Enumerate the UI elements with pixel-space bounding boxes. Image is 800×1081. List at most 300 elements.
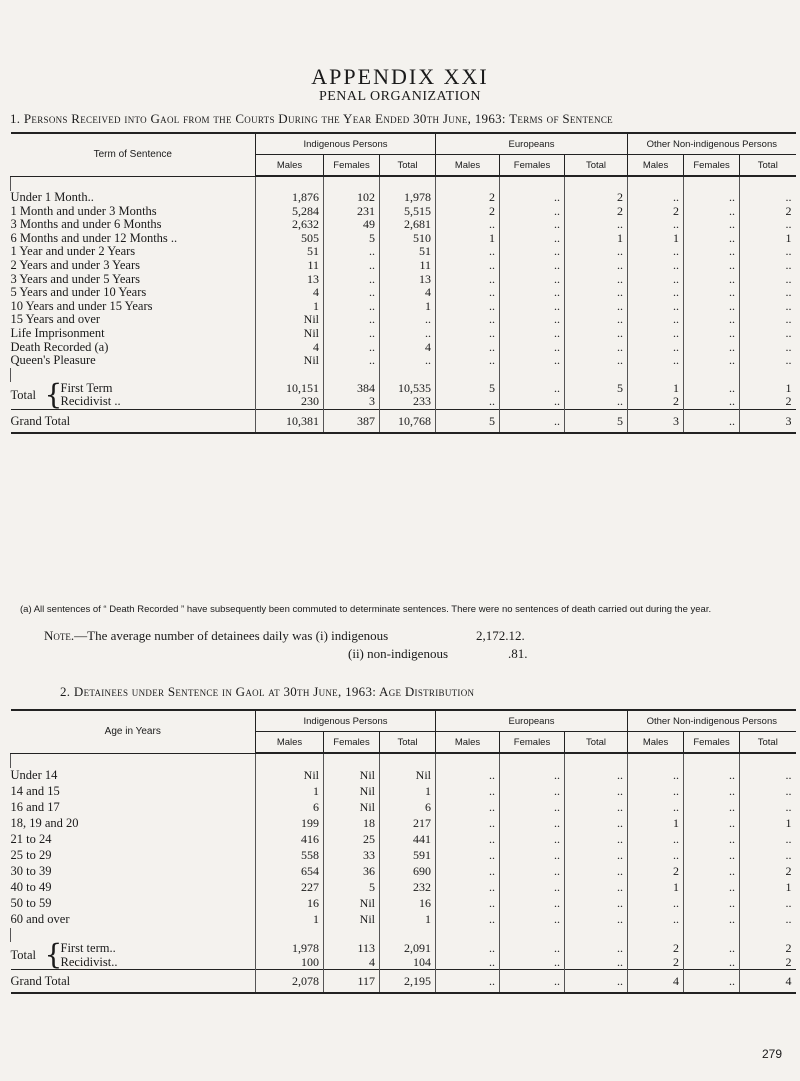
table-cell: 5,284 — [256, 205, 324, 219]
table-cell: .. — [684, 354, 740, 368]
table-cell: .. — [684, 896, 740, 912]
table-cell: .. — [740, 784, 796, 800]
note-value-non-indigenous: .81. — [508, 646, 528, 661]
table-cell: .. — [436, 912, 500, 928]
table-cell: 4 — [380, 341, 436, 355]
table-cell: .. — [565, 956, 628, 970]
table-cell: 232 — [380, 880, 436, 896]
spacer-cell — [500, 368, 565, 382]
row-label — [11, 259, 256, 273]
row-header: Age in Years — [11, 710, 256, 753]
table-cell: .. — [565, 942, 628, 956]
column-header: Total — [565, 155, 628, 177]
row-label-text: Life Imprisonment — [10, 325, 105, 340]
table-cell: 104 — [380, 956, 436, 970]
table-row — [11, 832, 796, 848]
table-row — [11, 800, 796, 816]
table-cell: .. — [380, 327, 436, 341]
table-cell: .. — [684, 286, 740, 300]
table-cell: 16 — [256, 896, 324, 912]
table-cell: 5 — [436, 409, 500, 433]
table-cell: .. — [628, 191, 684, 205]
table-cell: .. — [565, 327, 628, 341]
table-cell: .. — [740, 191, 796, 205]
table-cell: 558 — [256, 848, 324, 864]
column-header: Females — [324, 732, 380, 754]
table-cell: 5 — [565, 382, 628, 396]
table-cell: Nil — [256, 313, 324, 327]
table-row — [11, 354, 796, 368]
table-cell: .. — [565, 848, 628, 864]
row-label-text: 2 Years and under 3 Years — [10, 257, 141, 272]
note-line-non-indigenous: (ii) non-indigenous — [348, 646, 449, 661]
table-cell: 1 — [628, 232, 684, 246]
table-cell: .. — [324, 259, 380, 273]
row-label-text: 18, 19 and 20 — [10, 816, 79, 831]
table-cell: .. — [684, 784, 740, 800]
total-word: Total — [10, 948, 37, 962]
total-sub-label: Recidivist.. — [60, 954, 118, 969]
table-cell: .. — [500, 880, 565, 896]
table-cell: 231 — [324, 205, 380, 219]
table-cell: 5 — [436, 382, 500, 396]
table-cell: 1 — [256, 784, 324, 800]
table-cell: 1,978 — [256, 942, 324, 956]
group-header: Indigenous Persons — [256, 133, 436, 155]
column-header: Females — [684, 155, 740, 177]
footnote: (a) All sentences of “ Death Recorded ” have subsequently been commuted to determinate sentences. There were no sentences of death carried out during the year. — [20, 604, 712, 615]
total-row-label — [11, 395, 256, 409]
table-row — [11, 912, 796, 928]
row-label — [11, 832, 256, 848]
table-cell: .. — [436, 816, 500, 832]
table-cell: 690 — [380, 864, 436, 880]
table-cell: .. — [380, 313, 436, 327]
table-cell: 2 — [565, 205, 628, 219]
row-label — [11, 354, 256, 368]
table-cell: .. — [565, 341, 628, 355]
spacer-cell — [500, 928, 565, 942]
spacer-row — [11, 176, 796, 191]
column-header: Females — [684, 732, 740, 754]
table-cell: .. — [324, 300, 380, 314]
spacer-cell — [436, 176, 500, 191]
table-cell: .. — [740, 300, 796, 314]
table-cell: 11 — [380, 259, 436, 273]
row-label-text: 25 to 29 — [10, 848, 52, 863]
table-cell: .. — [436, 273, 500, 287]
row-label — [11, 205, 256, 219]
table-cell: .. — [740, 800, 796, 816]
table-cell: .. — [628, 354, 684, 368]
spacer-cell — [740, 928, 796, 942]
table-row — [11, 768, 796, 784]
table-cell: .. — [684, 232, 740, 246]
group-header: Europeans — [436, 133, 628, 155]
spacer-cell — [436, 928, 500, 942]
table-row — [11, 816, 796, 832]
table-cell: .. — [628, 313, 684, 327]
table-cell: 2,632 — [256, 218, 324, 232]
spacer-cell — [380, 176, 436, 191]
table-cell: .. — [324, 354, 380, 368]
grand-total-text: Grand Total — [10, 974, 71, 989]
row-header: Term of Sentence — [11, 133, 256, 176]
table-cell: .. — [436, 896, 500, 912]
table-cell: .. — [740, 218, 796, 232]
table-cell: .. — [684, 313, 740, 327]
spacer-row — [11, 753, 796, 768]
brace-icon: { — [44, 938, 63, 971]
note — [44, 628, 388, 644]
table-cell: Nil — [324, 768, 380, 784]
table-cell: 51 — [380, 245, 436, 259]
table-cell: 2 — [740, 205, 796, 219]
table-cell: .. — [565, 970, 628, 994]
table-cell: .. — [740, 313, 796, 327]
column-header: Males — [628, 155, 684, 177]
table-cell: .. — [500, 956, 565, 970]
row-label-text: Under 1 Month.. — [10, 190, 94, 204]
gap-row — [11, 368, 796, 382]
row-label-text: 16 and 17 — [10, 800, 60, 815]
table-cell: 1 — [740, 816, 796, 832]
table-cell: Nil — [324, 784, 380, 800]
table-cell: 4 — [256, 286, 324, 300]
table-cell: .. — [500, 218, 565, 232]
spacer-cell — [11, 176, 256, 191]
table-cell: .. — [500, 232, 565, 246]
table-cell: 2 — [740, 956, 796, 970]
table-cell: .. — [684, 245, 740, 259]
table-cell: 102 — [324, 191, 380, 205]
table-cell: 5 — [324, 880, 380, 896]
note-label: Note. — [44, 628, 75, 643]
table-cell: 1 — [628, 880, 684, 896]
row-label-text: 30 to 39 — [10, 864, 52, 879]
table-cell: .. — [628, 327, 684, 341]
table-row — [11, 300, 796, 314]
spacer-cell — [436, 368, 500, 382]
table-cell: 1 — [436, 232, 500, 246]
row-label — [11, 245, 256, 259]
table-cell: 2,078 — [256, 970, 324, 994]
table-cell: 510 — [380, 232, 436, 246]
table-cell: Nil — [256, 768, 324, 784]
table-cell: .. — [500, 395, 565, 409]
table-cell: .. — [740, 273, 796, 287]
table-cell: .. — [740, 354, 796, 368]
table-cell: .. — [500, 409, 565, 433]
table-row — [11, 245, 796, 259]
row-label — [11, 784, 256, 800]
table-cell: .. — [500, 191, 565, 205]
spacer-cell — [628, 368, 684, 382]
table-cell: 654 — [256, 864, 324, 880]
table-cell: Nil — [324, 800, 380, 816]
table-cell: 3 — [740, 409, 796, 433]
row-label — [11, 300, 256, 314]
table-cell: 2 — [436, 191, 500, 205]
row-label-text: 1 Month and under 3 Months — [10, 203, 157, 218]
column-header: Total — [565, 732, 628, 754]
total-sub-label: First Term — [60, 380, 113, 395]
row-label-text: Death Recorded (a) — [10, 339, 109, 354]
spacer-cell — [740, 176, 796, 191]
total-sub-label: First term.. — [60, 941, 116, 955]
table-cell: 2,195 — [380, 970, 436, 994]
spacer-cell — [565, 928, 628, 942]
table-cell: .. — [500, 382, 565, 396]
table-row — [11, 848, 796, 864]
table-cell: .. — [436, 880, 500, 896]
spacer-cell — [11, 753, 256, 768]
column-header: Males — [256, 155, 324, 177]
table-cell: .. — [565, 880, 628, 896]
table-cell: 113 — [324, 942, 380, 956]
table-cell: .. — [500, 300, 565, 314]
table-cell: .. — [500, 832, 565, 848]
table-cell: .. — [684, 341, 740, 355]
column-header: Males — [628, 732, 684, 754]
table-cell: .. — [500, 784, 565, 800]
table-cell: .. — [565, 273, 628, 287]
table-cell: .. — [500, 942, 565, 956]
table-cell: .. — [628, 800, 684, 816]
table-cell: .. — [436, 800, 500, 816]
table-cell: .. — [436, 354, 500, 368]
table-cell: 2 — [628, 942, 684, 956]
grand-total-text: Grand Total — [10, 413, 71, 428]
spacer-cell — [380, 753, 436, 768]
table-cell: .. — [500, 816, 565, 832]
table-cell: 100 — [256, 956, 324, 970]
table-cell: .. — [628, 300, 684, 314]
table-cell: .. — [684, 768, 740, 784]
table-cell: .. — [500, 245, 565, 259]
table-cell: 1,876 — [256, 191, 324, 205]
table-body — [11, 176, 796, 433]
column-header: Males — [436, 732, 500, 754]
group-header: Indigenous Persons — [256, 710, 436, 732]
table-cell: 2 — [628, 395, 684, 409]
spacer-cell — [436, 753, 500, 768]
table-cell: .. — [684, 956, 740, 970]
table-cell: 3 — [324, 395, 380, 409]
table-cell: .. — [500, 313, 565, 327]
table-cell: 1,978 — [380, 191, 436, 205]
table-cell: 230 — [256, 395, 324, 409]
table-cell: 2 — [565, 191, 628, 205]
table-cell: 2 — [740, 942, 796, 956]
table-row — [11, 259, 796, 273]
table-cell: .. — [436, 259, 500, 273]
table-cell: .. — [324, 341, 380, 355]
table-cell: 2 — [740, 864, 796, 880]
grand-total-label — [11, 970, 256, 994]
table-cell: .. — [684, 395, 740, 409]
table-cell: .. — [436, 832, 500, 848]
row-label — [11, 273, 256, 287]
row-label-text: 3 Months and under 6 Months — [10, 217, 162, 232]
terms-of-sentence-table — [10, 132, 796, 434]
table-cell: 5 — [324, 232, 380, 246]
table-row — [11, 313, 796, 327]
table-cell: 591 — [380, 848, 436, 864]
table-cell: .. — [684, 912, 740, 928]
spacer-cell — [565, 753, 628, 768]
table-cell: 51 — [256, 245, 324, 259]
table-cell: .. — [436, 218, 500, 232]
table-cell: 387 — [324, 409, 380, 433]
total-row — [11, 942, 796, 956]
table-cell: .. — [500, 768, 565, 784]
grand-total-row — [11, 970, 796, 994]
column-header: Females — [500, 732, 565, 754]
table-cell: .. — [684, 942, 740, 956]
table-cell: 1 — [256, 912, 324, 928]
spacer-cell — [628, 176, 684, 191]
table-cell: 199 — [256, 816, 324, 832]
table-cell: .. — [565, 896, 628, 912]
table-cell: 2 — [436, 205, 500, 219]
table-cell: .. — [436, 768, 500, 784]
table-cell: 384 — [324, 382, 380, 396]
spacer-cell — [740, 368, 796, 382]
table-cell: .. — [436, 956, 500, 970]
spacer-cell — [684, 753, 740, 768]
table-cell: .. — [628, 259, 684, 273]
table-cell: .. — [684, 218, 740, 232]
table-cell: .. — [740, 341, 796, 355]
row-label — [11, 880, 256, 896]
column-header: Total — [740, 155, 796, 177]
table-row — [11, 784, 796, 800]
table-cell: .. — [684, 191, 740, 205]
gap-row — [11, 928, 796, 942]
table-cell: 117 — [324, 970, 380, 994]
row-label — [11, 286, 256, 300]
table-cell: Nil — [324, 896, 380, 912]
table-cell: .. — [565, 286, 628, 300]
table-cell: .. — [565, 768, 628, 784]
table-cell: Nil — [324, 912, 380, 928]
table-cell: 10,768 — [380, 409, 436, 433]
table-cell: .. — [628, 273, 684, 287]
table-cell: .. — [436, 395, 500, 409]
table-cell: .. — [436, 942, 500, 956]
total-label-wrap — [11, 956, 252, 970]
table-cell: 6 — [380, 800, 436, 816]
table-cell: .. — [436, 970, 500, 994]
total-sub-label: Recidivist .. — [60, 394, 121, 409]
row-label-text: 10 Years and under 15 Years — [10, 298, 153, 313]
table-cell: .. — [500, 970, 565, 994]
brace-icon: { — [44, 377, 63, 411]
spacer-cell — [628, 753, 684, 768]
table-row — [11, 896, 796, 912]
spacer-cell — [628, 928, 684, 942]
spacer-cell — [256, 368, 324, 382]
table-cell: 416 — [256, 832, 324, 848]
table-cell: .. — [740, 912, 796, 928]
table-cell: .. — [628, 912, 684, 928]
row-label — [11, 768, 256, 784]
table-cell: .. — [324, 273, 380, 287]
row-label — [11, 912, 256, 928]
table-cell: .. — [565, 832, 628, 848]
table-cell: .. — [628, 896, 684, 912]
table-cell: 1 — [740, 880, 796, 896]
row-label-text: 40 to 49 — [10, 880, 52, 895]
table-cell: .. — [436, 864, 500, 880]
spacer-cell — [500, 176, 565, 191]
table-row — [11, 232, 796, 246]
column-header: Females — [500, 155, 565, 177]
table-cell: 4 — [256, 341, 324, 355]
table-cell: Nil — [380, 768, 436, 784]
row-label-text: 5 Years and under 10 Years — [10, 285, 147, 300]
table-row — [11, 864, 796, 880]
table-row — [11, 286, 796, 300]
table-cell: .. — [565, 300, 628, 314]
row-label-text: 50 to 59 — [10, 896, 52, 911]
row-label-text: Queen's Pleasure — [10, 353, 96, 368]
table-cell: 13 — [256, 273, 324, 287]
table-cell: 10,535 — [380, 382, 436, 396]
column-header: Total — [380, 732, 436, 754]
table-body — [11, 753, 796, 993]
column-header: Males — [436, 155, 500, 177]
table-cell: .. — [565, 218, 628, 232]
spacer-cell — [324, 176, 380, 191]
table-row — [11, 273, 796, 287]
table-cell: .. — [684, 382, 740, 396]
table2-heading: 2. Detainees under Sentence in Gaol at 30th June, 1963: Age Distribution — [60, 684, 475, 699]
table-cell: .. — [436, 784, 500, 800]
page-number: 279 — [762, 1047, 783, 1061]
table-cell: 4 — [740, 970, 796, 994]
row-label — [11, 232, 256, 246]
table-cell: 1 — [380, 912, 436, 928]
table-cell: .. — [436, 848, 500, 864]
table-cell: .. — [628, 286, 684, 300]
table-cell: .. — [740, 832, 796, 848]
table-cell: .. — [500, 286, 565, 300]
table-cell: .. — [500, 864, 565, 880]
table-cell: .. — [628, 832, 684, 848]
row-label — [11, 800, 256, 816]
grand-total-label — [11, 409, 256, 433]
table-cell: .. — [500, 912, 565, 928]
table-cell: Nil — [256, 327, 324, 341]
table-cell: 10,381 — [256, 409, 324, 433]
table-cell: 3 — [628, 409, 684, 433]
spacer-cell — [684, 368, 740, 382]
table-cell: .. — [500, 800, 565, 816]
table-cell: 16 — [380, 896, 436, 912]
table-row — [11, 205, 796, 219]
table-cell: 49 — [324, 218, 380, 232]
table-cell: .. — [565, 354, 628, 368]
table-cell: .. — [684, 273, 740, 287]
age-distribution-table — [10, 709, 796, 994]
table-cell: .. — [565, 259, 628, 273]
table-cell: .. — [684, 800, 740, 816]
table-cell: 13 — [380, 273, 436, 287]
table-cell: 2,681 — [380, 218, 436, 232]
table-cell: .. — [324, 313, 380, 327]
